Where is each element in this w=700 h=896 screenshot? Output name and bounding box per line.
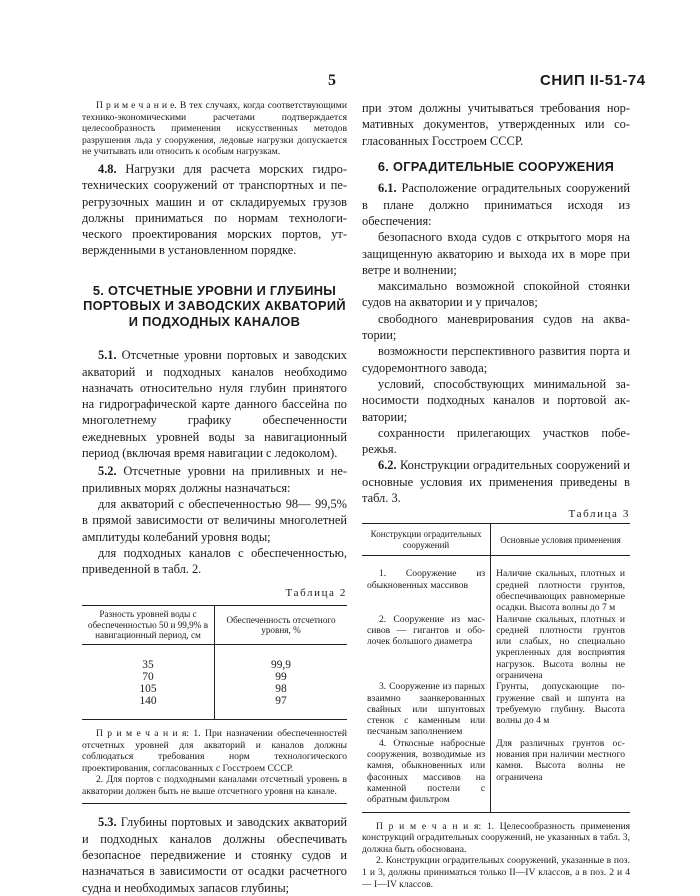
section-5-heading: 5. ОТСЧЕТНЫЕ УРОВНИ И ГЛУБИНЫ ПОРТОВЫХ И ЗАВОДСКИХ АКВАТОРИЙ И ПОДХОДНЫХ КАНАЛОВ — [83, 282, 346, 329]
table-cell: 35 — [142, 658, 154, 671]
column-header: Разность уровней воды с обеспеченностью 50 и 99,9% в навигационный период, см — [82, 606, 215, 645]
paragraph-text: Отсчетные уровни портовых и заводских акваторий и подходных каналов необходимо назначать относительно нуля глубин принятого на гидрографической карте данного бассейна по многолетнему графику обеспеченности ежедневных уровней воды за навигационный период (включая время навигации с ледоколом). — [82, 348, 347, 461]
table-3 — [362, 523, 630, 812]
paragraph-4-8 — [82, 161, 347, 259]
paragraph-6-2 — [362, 457, 630, 506]
table-cell: 99 — [215, 671, 348, 683]
table-cell: 99,9 — [215, 644, 348, 671]
right-column — [362, 100, 630, 890]
table-cell: 140 — [82, 695, 215, 720]
paragraph-5-1 — [82, 347, 347, 461]
table-cell: Наличие скальных, плотных и средней плотности грунтов или слабых, но специально укрепленных для восприятия нагрузок. Высота волны не ограничена — [491, 614, 630, 682]
table-cell: Грунты, допускающие погружение свай и шпунта на требуемую глубину. Высота волны до 4 м — [491, 681, 630, 737]
table-cell: 98 — [215, 683, 348, 695]
paragraph-number: 5.3. — [98, 815, 117, 830]
table-header-row — [362, 524, 630, 556]
table-2-note-2: 2. Для портов с подходными каналами отсчетный уровень в акватории должен быть не выше отсчетного уровня на канале. — [82, 774, 347, 804]
list-item: возможности перспективного развития порта и судоремонтного завода; — [362, 344, 630, 375]
document-code: СНИП II-51-74 — [540, 72, 646, 89]
table-row — [82, 671, 347, 683]
left-column — [82, 100, 347, 896]
list-item: безопасного входа судов с открытого моря на защищенную акваторию и выхода их в море при ветре и волнении; — [362, 230, 630, 277]
note-ice-loads: П р и м е ч а н и е. В тех случаях, когда соответствующими технико-экономическими расчетами подтверждается целесообразность применения искусственных методов разрушения льда у сооружения, ледовые нагрузки допускается не учитывать или относить к особым нагрузкам. — [82, 100, 347, 158]
paragraph-5-3 — [82, 814, 347, 895]
table-row — [82, 644, 347, 671]
table-cell: 70 — [142, 670, 154, 683]
paragraph-text: Нагрузки для расчета морских гидротехнических сооружений от транспортных и перегрузочных машин и от складируемых грузов должны приниматься по нормам технологического проектирования морских портов, утвержденными в установленном порядке. — [82, 161, 347, 258]
continued-paragraph: при этом должны учитываться требования нормативных документов, утвержденных или согласованных Госстроем СССР. — [362, 101, 630, 148]
list-item: для акваторий с обеспеченностью 98— 99,5% в прямой зависимости от величины многолетней амплитуды колебаний уровня воды; — [82, 496, 347, 544]
table-3-note-2: 2. Конструкции оградительных сооружений, указанные в поз. 1 и 3, должны приниматься только II—IV классов, а в поз. 2 и 4 — I—IV классов. — [362, 855, 630, 890]
list-item: свободного маневрирования судов на акватории; — [362, 311, 630, 343]
table-3-caption: Таблица 3 — [568, 508, 630, 521]
table-cell: 2. Сооружение из массивов — гигантов и оболочек большого диаметра — [367, 613, 486, 648]
paragraph-number: 5.1. — [98, 348, 117, 363]
paragraph-text: Конструкции оградительных сооружений и основные условия их применения приведены в табл. 3. — [362, 458, 630, 506]
table-row — [362, 738, 630, 812]
paragraph-number: 6.1. — [378, 181, 397, 196]
column-header: Основные условия применения — [491, 524, 630, 556]
table-row — [82, 695, 347, 720]
table-header-row — [82, 606, 347, 645]
paragraph-text: Глубины портовых и заводских акваторий и подходных каналов должны обеспечивать безопасное передвижение и стоянку судов и назначаться в зависимости от осадки расчетного судна и необходимых запасов глубины; — [82, 815, 347, 895]
table-row — [362, 614, 630, 682]
table-cell: 3. Сооружение из парных взаимно заанкерованных свайных или шпунтовых стенок с каменным или песчаным заполнением — [367, 681, 486, 738]
column-header: Конструкции оградительных сооружений — [362, 524, 491, 556]
paragraph-text: Расположение оградительных сооружений в плане должно приниматься исходя из обеспечения: — [362, 181, 630, 228]
table-row — [82, 683, 347, 695]
table-3-note-1: П р и м е ч а н и я: 1. Целесообразность применения конструкций оградительных сооружений, не указанных в табл. 3, должна быть обоснована. — [362, 820, 630, 855]
table-cell: 105 — [139, 682, 157, 695]
section-6-heading: 6. ОГРАДИТЕЛЬНЫЕ СООРУЖЕНИЯ — [377, 158, 615, 174]
list-item: для подходных каналов с обеспеченностью, приведенной в табл. 2. — [82, 545, 347, 577]
list-item: сохранности прилегающих участков побережья. — [362, 425, 630, 457]
paragraph-6-1 — [362, 180, 630, 229]
paragraph-number: 5.2. — [98, 464, 117, 479]
paragraph-number: 6.2. — [378, 458, 397, 473]
paragraph-5-2 — [82, 463, 347, 496]
page-number: 5 — [328, 72, 336, 89]
table-cell: Наличие скальных, плотных и средней плотности грунтов, обеспечивающих равномерные осадки. Высота волны до 7 м — [491, 556, 630, 614]
table-cell: Для различных грунтов основания при наличии местного камня. Высота волны не ограничена — [491, 738, 630, 812]
table-cell: 97 — [215, 695, 348, 720]
table-cell: 1. Сооружение из обыкновенных массивов — [367, 568, 486, 591]
table-row — [362, 681, 630, 737]
table-2 — [82, 605, 347, 720]
column-header: Обеспеченность отсчетного уровня, % — [215, 606, 348, 645]
table-cell: 4. Откосные набросные сооружения, возводимые из камня, обыкновенных или фасонных массивов на каменной постели с обратным фильтром — [362, 738, 491, 812]
table-2-caption: Таблица 2 — [285, 587, 347, 600]
list-item: условий, способствующих минимальной заносимости подходных каналов и портовой акватории; — [362, 376, 630, 424]
list-item: максимально возможной спокойной стоянки судов на акватории и у причалов; — [362, 279, 630, 310]
paragraph-number: 4.8. — [98, 161, 117, 176]
table-2-note-1: П р и м е ч а н и я: 1. При назначении обеспеченностей отсчетных уровней для акваторий и каналов должны соблюдаться требования норм технологического проектирования, согласованных с Госстроем СССР. — [82, 727, 347, 774]
table-row — [362, 556, 630, 614]
paragraph-text: Отсчетные уровни на приливных и неприливных морях должны назначаться: — [82, 464, 347, 495]
